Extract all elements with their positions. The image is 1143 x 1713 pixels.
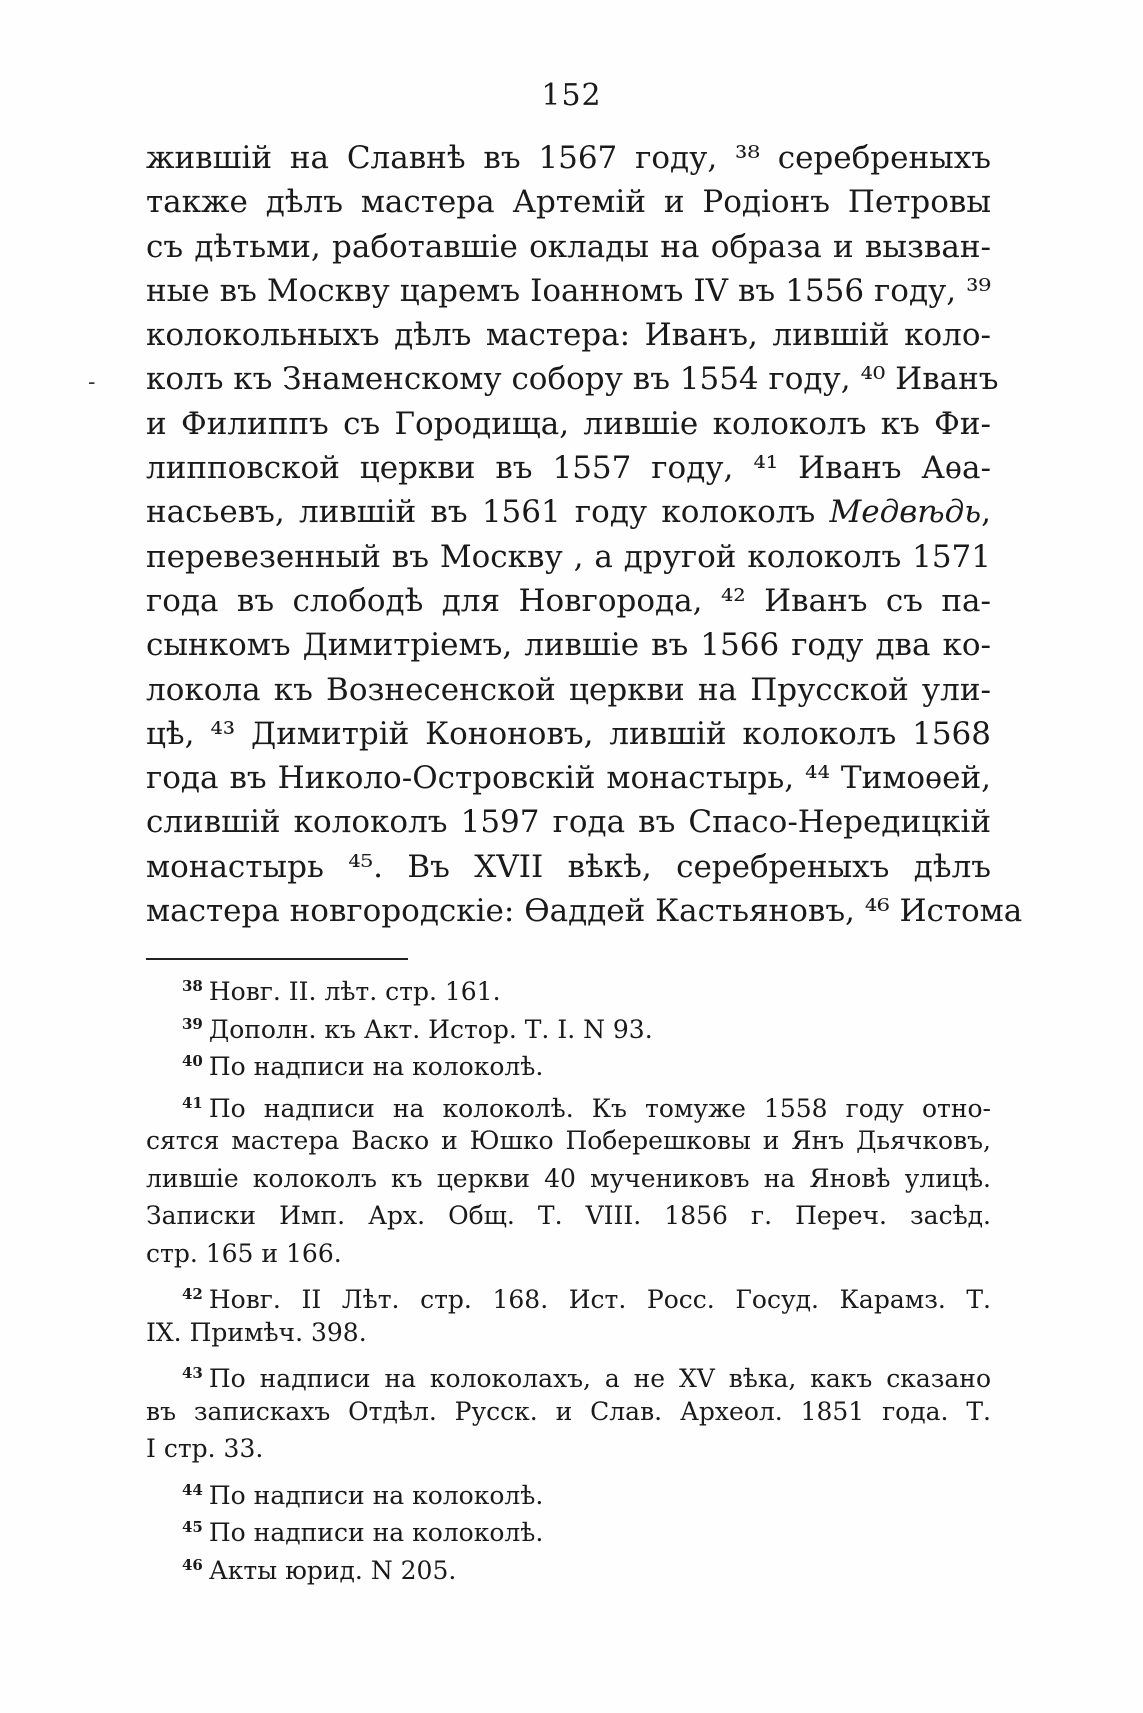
footnote-number: 43	[182, 1364, 203, 1382]
footnote-text: По надписи на колоколѣ.	[208, 1480, 544, 1510]
footnote-text: сятся мастера Васко и Юшко Поберешковы и Янъ Дьячковъ,	[146, 1126, 991, 1155]
footnote-text: IX. Примѣч. 398.	[146, 1317, 367, 1347]
footnote-number: 38	[182, 977, 203, 995]
footnote	[146, 1355, 991, 1468]
text-line: года въ Николо-Островскій монастырь, ⁴⁴ Тимоѳей,	[146, 760, 991, 797]
text-line: и Филиппъ съ Городища, лившіе колоколъ къ Фи-	[146, 405, 991, 442]
main-text-block	[146, 136, 1023, 933]
text-line: колъ къ Знаменскому собору въ 1554 году, ⁴⁰ Иванъ	[146, 361, 999, 398]
text-line: года въ слободѣ для Новгорода, ⁴² Иванъ съ па-	[146, 582, 991, 619]
footnote	[146, 1276, 991, 1351]
footnote-number: 44	[182, 1480, 203, 1499]
footnote-text: По надписи на колоколѣ.	[208, 1052, 544, 1081]
footnote-text: въ запискахъ Отдѣл. Русск. и Слав. Археол. 1851 года. Т.	[146, 1396, 991, 1426]
footnote-divider	[146, 958, 408, 960]
page-number: 152	[541, 78, 602, 113]
footnote-text: Акты юрид. N 205.	[208, 1555, 457, 1585]
text-line: перевезенный въ Москву , а другой колоколъ 1571	[146, 538, 991, 575]
text-line: колокольныхъ дѣлъ мастера: Иванъ, лившій коло-	[146, 317, 991, 354]
text-line: также дѣлъ мастера Артемій и Родіонъ Петровы	[146, 184, 991, 221]
footnote	[146, 1547, 991, 1585]
footnote	[146, 1509, 991, 1547]
margin-mark: -	[88, 370, 96, 395]
footnote-text: Новг. II Лѣт. стр. 168. Ист. Росс. Госуд. Карамз. Т.	[208, 1285, 991, 1314]
italic-word: Медвѣдь	[829, 494, 982, 531]
footnote-number: 42	[182, 1285, 203, 1303]
footnote	[146, 1085, 991, 1273]
text-line: жившій на Славнѣ въ 1567 году, ³⁸ серебреныхъ	[146, 140, 991, 176]
text-line: съ дѣтьми, работавшіе оклады на образа и вызван-	[146, 228, 991, 265]
footnote	[146, 1006, 991, 1044]
footnote-number: 40	[182, 1052, 203, 1070]
text-line: сынкомъ Димитріемъ, лившіе въ 1566 году два ко-	[146, 627, 991, 664]
text-line: монастырь ⁴⁵. Въ XVII вѣкѣ, серебреныхъ дѣлъ	[146, 848, 991, 885]
footnote	[146, 968, 991, 1006]
footnote-text: I стр. 33.	[146, 1434, 264, 1463]
footnote-text: Дополн. къ Акт. Истор. Т. I. N 93.	[208, 1014, 653, 1044]
text-line: слившій колоколъ 1597 года въ Спасо-Нередицкій	[146, 804, 991, 841]
text-line: ные въ Москву царемъ Іоанномъ IV въ 1556 году, ³⁹	[146, 272, 991, 309]
text-line: цѣ, ⁴³ Димитрій Кононовъ, лившій колоколъ 1568	[146, 715, 991, 752]
footnote-number: 41	[182, 1093, 203, 1112]
text-line: локола къ Вознесенской церкви на Прусской ули-	[146, 671, 991, 708]
footnote-text: Записки Имп. Арх. Общ. Т. VIII. 1856 г. Переч. засѣд.	[146, 1201, 991, 1230]
footnote	[146, 1043, 991, 1081]
text-line: насьевъ, лившій въ 1561 году колоколъ Медвѣдь,	[146, 494, 991, 531]
footnote-text: лившіе колоколъ къ церкви 40 мучениковъ на Яновѣ улицѣ.	[146, 1163, 991, 1193]
footnote-number: 39	[182, 1014, 203, 1033]
footnote-number: 46	[182, 1555, 203, 1574]
footnotes-block	[146, 968, 991, 1584]
footnote-text: По надписи на колоколѣ.	[208, 1518, 544, 1547]
footnote	[146, 1472, 991, 1510]
footnote-text: стр. 165 и 166.	[146, 1238, 342, 1268]
text-line: мастера новгородскіе: Ѳаддей Кастьяновъ, ⁴⁶ Истома	[146, 893, 1023, 930]
footnote-text: По надписи на колоколѣ. Къ томуже 1558 году отно-	[208, 1093, 991, 1123]
text-line: липповской церкви въ 1557 году, ⁴¹ Иванъ Аѳа-	[146, 450, 991, 487]
footnote-text: Новг. II. лѣт. стр. 161.	[208, 977, 501, 1006]
footnote-text: По надписи на колоколахъ, а не XV вѣка, какъ сказано	[208, 1364, 991, 1393]
footnote-number: 45	[182, 1518, 203, 1536]
